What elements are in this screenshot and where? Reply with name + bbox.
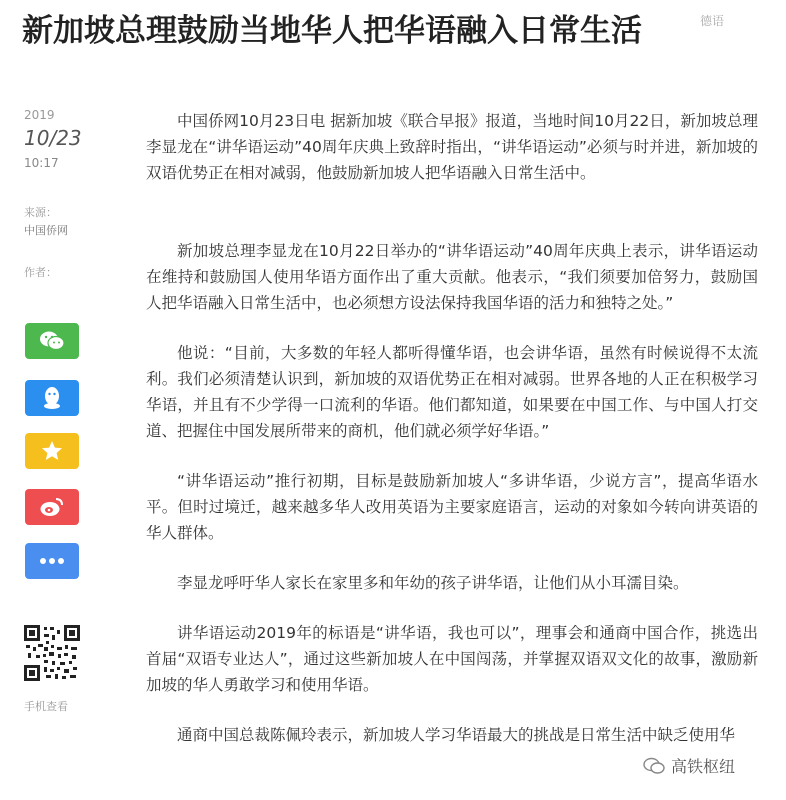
article-paragraph: 李显龙呼吁华人家长在家里多和年幼的孩子讲华语，让他们从小耳濡目染。 (177, 574, 689, 592)
qzone-star-icon (40, 439, 64, 463)
article-paragraph: 他说：“目前，大多数的年轻人都听得懂华语，也会讲华语，虽然有时候说得不太流利。我们必须清楚认识到，新加坡的双语优势正在相对减弱。世界各地的人正在积极学习华语，并且有不少学得一口流利的华语。他们都知道，如果要在中国工作、与中国人打交道、把握住中国发展所带来的商机，他们就必须学好华语。” (146, 344, 758, 440)
wechat-icon (39, 330, 65, 352)
qr-code-image (24, 625, 80, 681)
publish-date: 10/23 (24, 126, 82, 150)
share-qq-button[interactable] (25, 380, 79, 416)
source-label: 来源： (24, 206, 57, 219)
corner-watermark: 德语 (700, 14, 725, 28)
watermark (643, 754, 735, 777)
source-value: 中国侨网 (24, 224, 68, 237)
publish-year: 2019 (24, 108, 55, 122)
share-qzone-button[interactable] (25, 433, 79, 469)
author-label: 作者： (24, 266, 57, 279)
article-title: 新加坡总理鼓励当地华人把华语融入日常生活 (22, 13, 642, 49)
wechat-icon (643, 757, 665, 775)
article-paragraph: “讲华语运动”推行初期，目标是鼓励新加坡人“多讲华语，少说方言”，提高华语水平。但时过境迁，越来越多华人改用英语为主要家庭语言，运动的对象如今转向讲英语的华人群体。 (146, 472, 758, 542)
share-wechat-button[interactable] (25, 323, 79, 359)
watermark-text: 高铁枢纽 (671, 757, 736, 776)
qr-label: 手机查看 (24, 700, 68, 713)
share-weibo-button[interactable] (25, 489, 79, 525)
weibo-icon (39, 496, 65, 518)
article-meta (24, 108, 94, 280)
article-paragraph: 讲华语运动2019年的标语是“讲华语，我也可以”，理事会和通商中国合作，挑选出首届“双语专业达人”，通过这些新加坡人在中国闯荡，并掌握双语双文化的故事，激励新加坡的华人勇敢学习和使用华语。 (146, 624, 758, 694)
article-paragraph: 中国侨网10月23日电 据新加坡《联合早报》报道，当地时间10月22日，新加坡总理李显龙在“讲华语运动”40周年庆典上致辞时指出，“讲华语运动”必须与时并进，新加坡的双语优势正在相对减弱，他鼓励新加坡人把华语融入日常生活中。 (146, 112, 758, 182)
more-icon (39, 557, 65, 565)
article-paragraph: 通商中国总裁陈佩玲表示，新加坡人学习华语最大的挑战是日常生活中缺乏使用华 (177, 726, 736, 744)
article-body (146, 108, 758, 748)
qq-icon (41, 386, 63, 410)
publish-time: 10:17 (24, 156, 59, 170)
article-paragraph: 新加坡总理李显龙在10月22日举办的“讲华语运动”40周年庆典上表示，讲华语运动在维持和鼓励国人使用华语方面作出了重大贡献。他表示，“我们须要加倍努力，鼓励国人把华语融入日常生活中，也必须想方设法保持我国华语的活力和独特之处。” (146, 242, 758, 312)
share-more-button[interactable] (25, 543, 79, 579)
